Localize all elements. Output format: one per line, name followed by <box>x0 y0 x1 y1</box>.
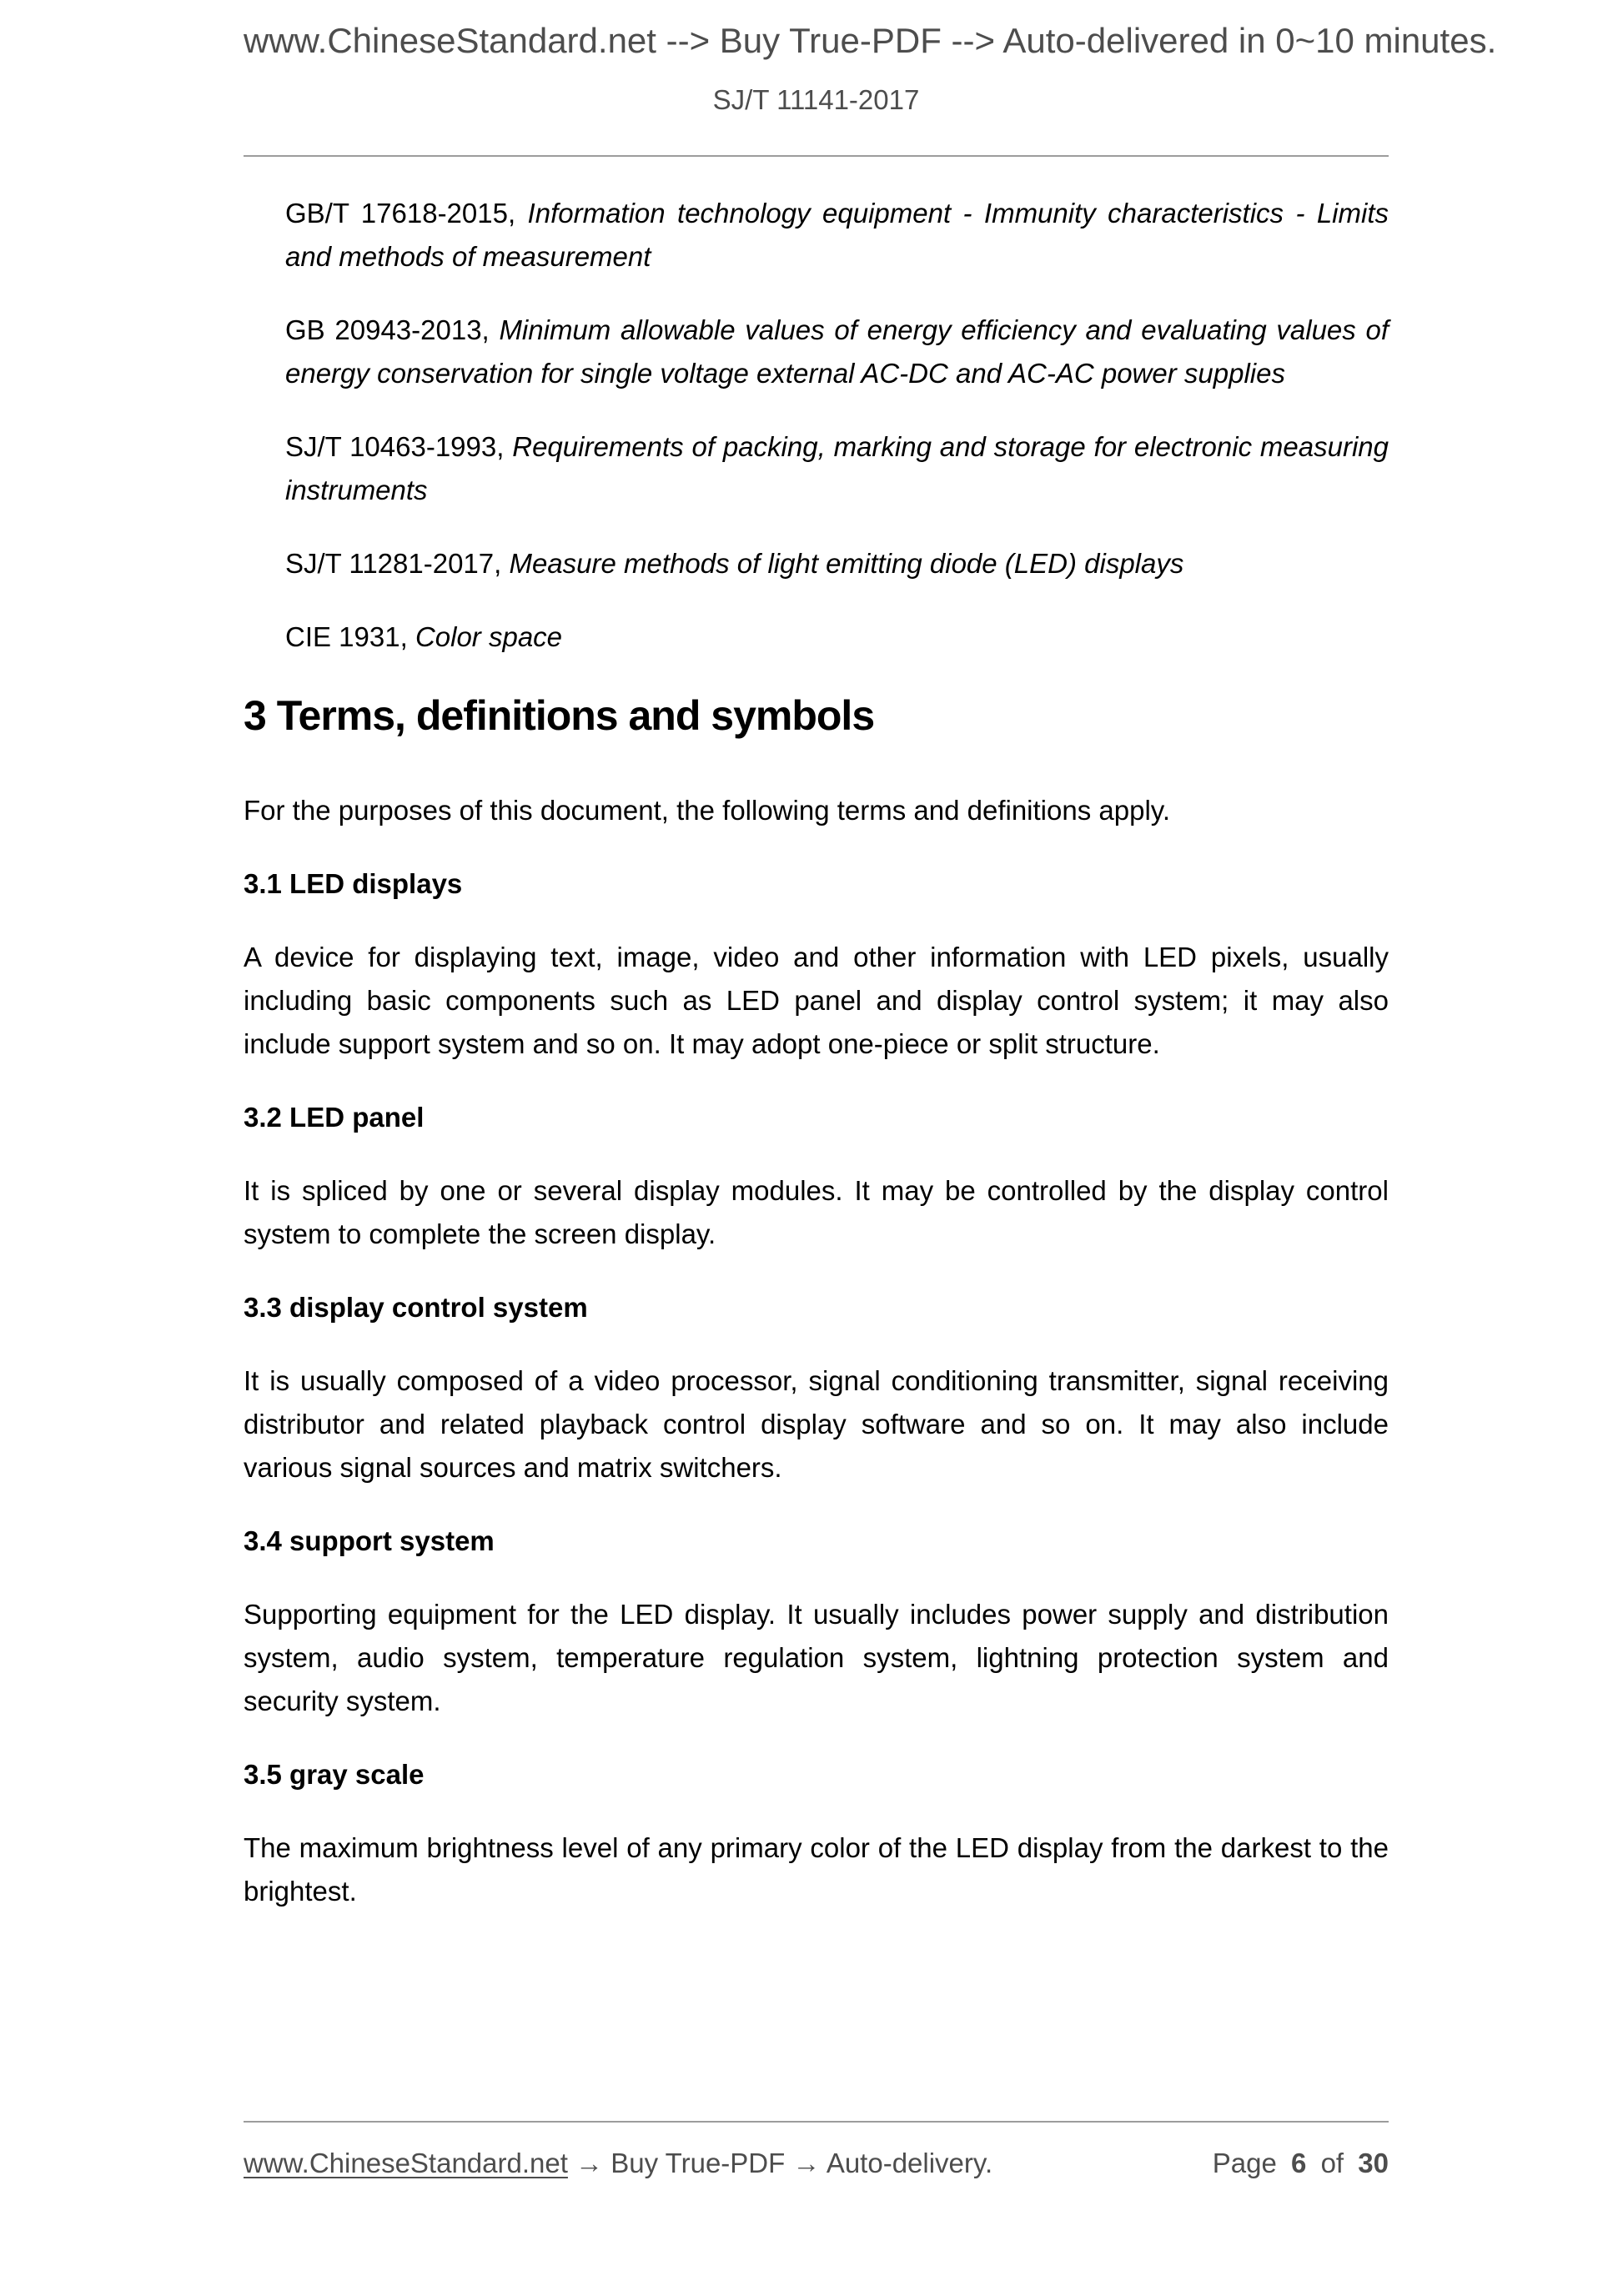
header-note: www.ChineseStandard.net --> Buy True-PDF --> Auto-delivered in 0~10 minutes. <box>244 21 1497 60</box>
footer-left <box>244 2146 992 2181</box>
term-body-3-4: Supporting equipment for the LED display. It usually includes power supply and distribution system, audio system, temperature regulation system, lightning protection system and security system. <box>244 1599 1389 1716</box>
reference-code: GB/T 17618-2015, <box>285 198 516 229</box>
footer-site-link[interactable]: www.ChineseStandard.net <box>244 2148 568 2178</box>
reference-code: CIE 1931, <box>285 621 408 652</box>
page-footer <box>244 2121 1389 2181</box>
page-indicator-of: of <box>1320 2148 1344 2178</box>
term-heading-3-3: 3.3 display control system <box>244 1292 588 1323</box>
reference-code: GB 20943-2013, <box>285 314 490 345</box>
term-heading-3-1: 3.1 LED displays <box>244 868 463 899</box>
header-divider <box>244 155 1389 157</box>
reference-item <box>285 425 1389 512</box>
term-heading-3-2: 3.2 LED panel <box>244 1102 425 1133</box>
reference-title: Information technology equipment - Immunity characteristics - Limits and methods of measurement <box>285 198 1389 272</box>
term-heading-3-4: 3.4 support system <box>244 1525 495 1556</box>
section-intro: For the purposes of this document, the following terms and definitions apply. <box>244 795 1170 826</box>
term-body-3-2: It is spliced by one or several display modules. It may be controlled by the display control system to complete the screen display. <box>244 1175 1389 1249</box>
page-indicator-current: 6 <box>1291 2148 1307 2178</box>
term-heading-3-5: 3.5 gray scale <box>244 1759 425 1790</box>
term-body-3-3: It is usually composed of a video processor, signal conditioning transmitter, signal receiving distributor and related playback control display software and so on. It may also include various signal sources and matrix switchers. <box>244 1365 1389 1483</box>
page-indicator <box>1213 2146 1389 2181</box>
footer-tagline: → Buy True-PDF → Auto-delivery. <box>575 2148 993 2178</box>
reference-item <box>285 309 1389 395</box>
term-body-3-1: A device for displaying text, image, video and other information with LED pixels, usually including basic components such as LED panel and display control system; it may also include support system and so on. It may adopt one-piece or split structure. <box>244 942 1389 1059</box>
page-indicator-total: 30 <box>1358 2148 1389 2178</box>
reference-title: Requirements of packing, marking and storage for electronic measuring instruments <box>285 431 1389 505</box>
section-heading: 3 Terms, definitions and symbols <box>244 692 875 739</box>
page-indicator-label: Page <box>1212 2148 1277 2178</box>
term-body-3-5: The maximum brightness level of any primary color of the LED display from the darkest to the brightest. <box>244 1832 1389 1907</box>
reference-title: Color space <box>415 621 563 652</box>
reference-item <box>285 615 1389 659</box>
reference-title: Measure methods of light emitting diode (LED) displays <box>509 548 1184 579</box>
reference-code: SJ/T 11281-2017, <box>285 548 502 579</box>
header-doc-number: SJ/T 11141-2017 <box>712 84 920 115</box>
reference-title: Minimum allowable values of energy efficiency and evaluating values of energy conservation for single voltage external AC-DC and AC-AC power supplies <box>285 314 1389 389</box>
references-list <box>244 192 1389 659</box>
reference-code: SJ/T 10463-1993, <box>285 431 505 462</box>
reference-item <box>285 192 1389 279</box>
reference-item <box>285 542 1389 585</box>
